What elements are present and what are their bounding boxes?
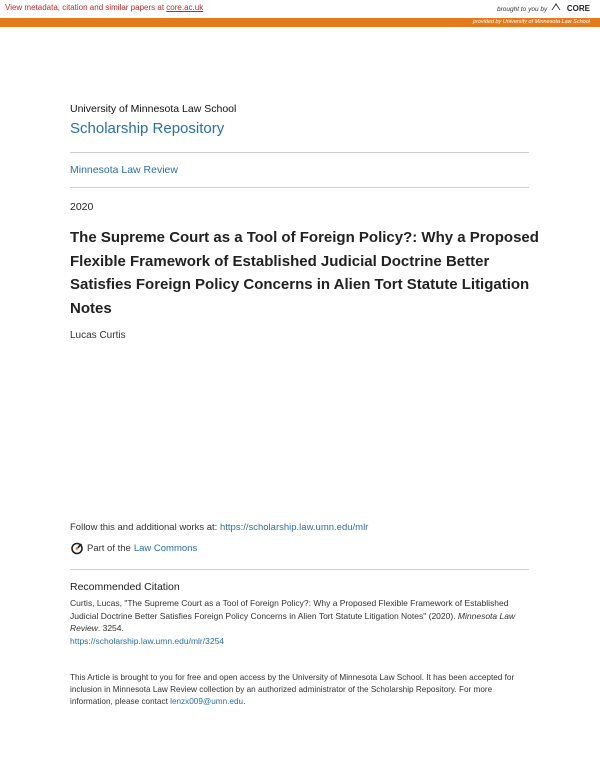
divider <box>70 187 529 188</box>
law-commons-link[interactable]: Law Commons <box>133 542 198 554</box>
divider <box>70 569 529 570</box>
core-logo-icon <box>551 3 561 13</box>
brought-to-you-by: brought to you by CORE <box>497 4 590 13</box>
provided-by-text: provided by University of Minnesota Law School <box>472 19 590 25</box>
recommended-citation-heading: Recommended Citation <box>70 581 180 593</box>
citation-url-link[interactable]: https://scholarship.law.umn.edu/mlr/3254 <box>70 635 225 646</box>
repository-link[interactable]: Scholarship Repository <box>70 120 225 137</box>
divider <box>70 152 529 153</box>
article-title: The Supreme Court as a Tool of Foreign Policy?: Why a Proposed Flexible Framework of Established Judicial Doctrine Better Satisfies Foreign Policy Concerns in Alien Tort Statute Litigation Notes <box>70 229 539 317</box>
author-name: Lucas Curtis <box>70 330 126 341</box>
part-of-line: Part of the Law Commons <box>70 541 197 555</box>
contact-email-link[interactable]: lenzx009@umn.edu <box>170 697 244 706</box>
metadata-link[interactable]: View metadata, citation and similar papers at core.ac.uk <box>5 3 204 12</box>
citation-text: Curtis, Lucas, "The Supreme Court as a Tool of Foreign Policy?: Why a Proposed Flexible Framework of Established Judicial Doctrine Better Satisfies Foreign Policy Concerns in Alien Tort Statute Litigation Notes" (2020). Minnesota Law Review. 3254. https://scholarship.law.umn.edu/mlr/3254 <box>70 598 516 646</box>
open-access-icon <box>70 541 84 555</box>
core-banner <box>0 0 600 18</box>
publication-year: 2020 <box>70 201 94 213</box>
follow-line: Follow this and additional works at: https://scholarship.law.umn.edu/mlr <box>70 522 369 533</box>
access-notice: This Article is brought to you for free and open access by the University of Minnesota Law School. It has been accepted for inclusion in Minnesota Law Review collection by an authorized administrator of the Scholarship Repository. For more information, please contact lenzx009@umn.edu. <box>70 673 515 706</box>
university-name: University of Minnesota Law School <box>70 103 237 115</box>
provider-band <box>0 18 600 27</box>
journal-link[interactable]: Minnesota Law Review <box>70 164 178 176</box>
follow-url-link[interactable]: https://scholarship.law.umn.edu/mlr <box>219 522 369 533</box>
